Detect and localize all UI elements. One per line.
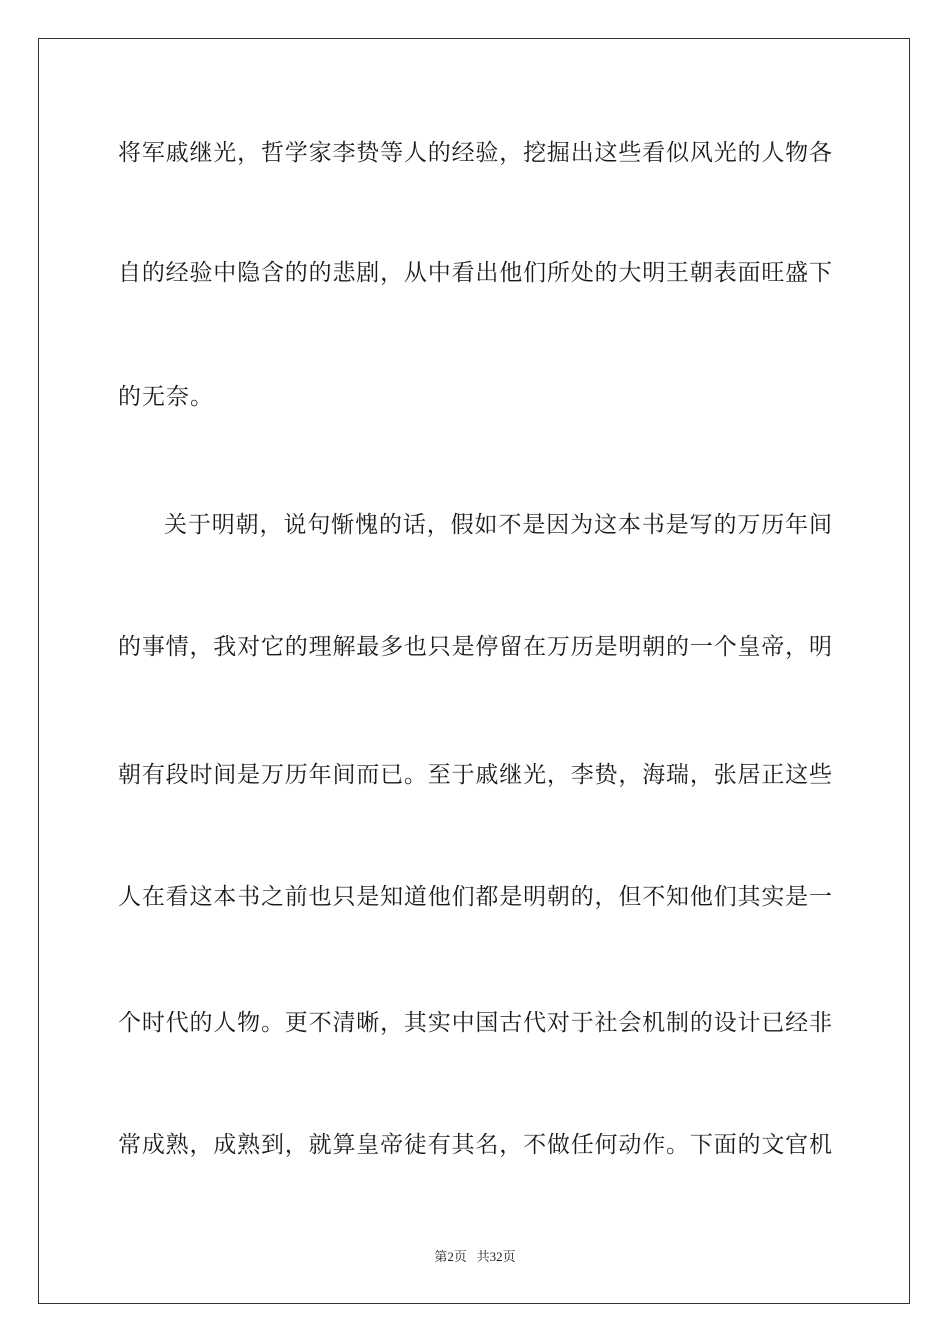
text-line-5: 的事情，我对它的理解最多也只是停留在万历是明朝的一个皇帝，明 bbox=[118, 634, 833, 660]
text-line-4: 关于明朝，说句惭愧的话，假如不是因为这本书是写的万历年间 bbox=[164, 512, 833, 538]
text-line-1: 将军戚继光，哲学家李贽等人的经验，挖掘出这些看似风光的人物各 bbox=[118, 140, 833, 166]
page-number: 第2页 bbox=[434, 1249, 467, 1264]
page-total: 共32页 bbox=[476, 1249, 516, 1264]
page-border bbox=[38, 38, 910, 1304]
text-line-3: 的无奈。 bbox=[118, 384, 214, 410]
text-line-9: 常成熟，成熟到，就算皇帝徒有其名，不做任何动作。下面的文官机 bbox=[118, 1132, 833, 1158]
text-line-2: 自的经验中隐含的的悲剧，从中看出他们所处的大明王朝表面旺盛下 bbox=[118, 260, 833, 286]
text-line-8: 个时代的人物。更不清晰，其实中国古代对于社会机制的设计已经非 bbox=[118, 1010, 833, 1036]
page-footer bbox=[0, 1246, 950, 1265]
text-line-7: 人在看这本书之前也只是知道他们都是明朝的，但不知他们其实是一 bbox=[118, 884, 833, 910]
text-line-6: 朝有段时间是万历年间而已。至于戚继光，李贽，海瑞，张居正这些 bbox=[118, 762, 833, 788]
